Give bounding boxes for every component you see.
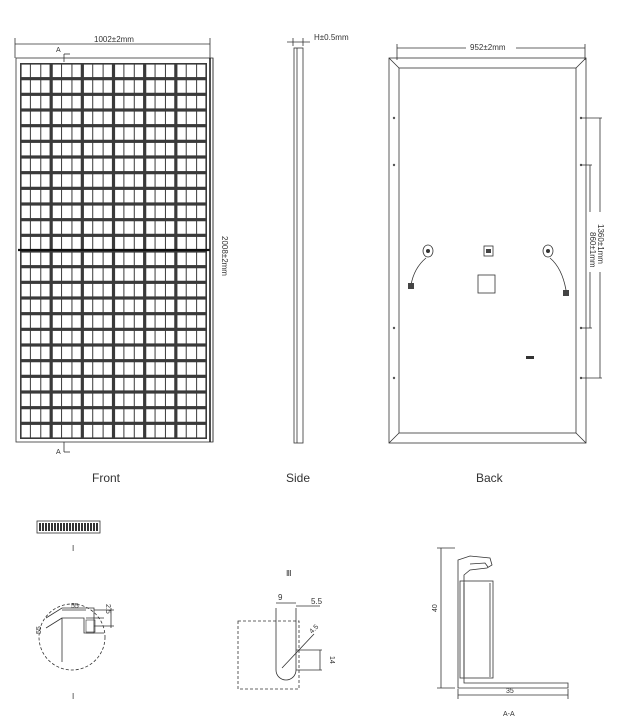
solar-cell bbox=[146, 112, 174, 124]
strip-cell bbox=[69, 523, 71, 531]
solar-cell bbox=[146, 159, 174, 171]
strip-cell bbox=[57, 523, 59, 531]
solar-cell bbox=[22, 362, 50, 374]
solar-cell bbox=[146, 409, 174, 421]
strip-cell bbox=[66, 523, 68, 531]
solar-cell bbox=[84, 237, 112, 249]
solar-cell bbox=[84, 315, 112, 327]
solar-cell bbox=[115, 409, 143, 421]
solar-cell bbox=[53, 378, 81, 390]
solar-cell bbox=[84, 174, 112, 186]
detail-i-corner bbox=[36, 603, 114, 701]
solar-cell bbox=[177, 268, 205, 280]
strip-cell bbox=[60, 523, 62, 531]
solar-cell bbox=[115, 362, 143, 374]
solar-cell bbox=[84, 112, 112, 124]
front-view bbox=[15, 35, 229, 485]
solar-cell bbox=[115, 206, 143, 218]
back-hole-spacing-outer: 1360±1mm bbox=[596, 224, 605, 264]
solar-cell bbox=[146, 221, 174, 233]
detail-iii bbox=[238, 569, 335, 689]
solar-cell bbox=[84, 300, 112, 312]
front-width-dim: 1002±2mm bbox=[94, 35, 134, 44]
solar-cell bbox=[22, 159, 50, 171]
solar-cell bbox=[146, 300, 174, 312]
solar-cell bbox=[22, 409, 50, 421]
solar-cell bbox=[115, 394, 143, 406]
solar-cell bbox=[53, 206, 81, 218]
solar-cell bbox=[22, 378, 50, 390]
side-view bbox=[286, 33, 349, 485]
strip-cell bbox=[39, 523, 41, 531]
solar-cell bbox=[177, 347, 205, 359]
solar-cell bbox=[115, 315, 143, 327]
solar-cell bbox=[146, 65, 174, 77]
solar-cell bbox=[177, 315, 205, 327]
solar-cell bbox=[84, 143, 112, 155]
strip-cell bbox=[75, 523, 77, 531]
solar-cell bbox=[146, 331, 174, 343]
detail-iii-dim-3: 4.5 bbox=[308, 623, 321, 636]
solar-cell bbox=[146, 127, 174, 139]
strip-cell bbox=[81, 523, 83, 531]
strip-cell bbox=[78, 523, 80, 531]
solar-cell bbox=[22, 174, 50, 186]
solar-cell bbox=[22, 331, 50, 343]
solar-cell bbox=[22, 237, 50, 249]
solar-cell bbox=[84, 253, 112, 265]
strip-cell bbox=[93, 523, 95, 531]
junction-box-center bbox=[484, 246, 493, 256]
strip-cell bbox=[84, 523, 86, 531]
solar-cell bbox=[177, 394, 205, 406]
strip-cell bbox=[48, 523, 50, 531]
detail-i-label: I bbox=[72, 544, 75, 553]
solar-cell bbox=[22, 315, 50, 327]
solar-cell bbox=[146, 206, 174, 218]
solar-cell bbox=[53, 80, 81, 92]
back-nameplate bbox=[526, 356, 534, 359]
solar-cell bbox=[53, 347, 81, 359]
solar-cell bbox=[53, 127, 81, 139]
solar-cell bbox=[53, 96, 81, 108]
detail-iii-label: Ⅲ bbox=[286, 569, 292, 578]
solar-cell bbox=[146, 378, 174, 390]
solar-cell bbox=[115, 347, 143, 359]
section-a-a-height-dim: 40 bbox=[432, 604, 439, 612]
solar-cell bbox=[22, 127, 50, 139]
front-label: Front bbox=[92, 471, 121, 485]
solar-cell bbox=[146, 190, 174, 202]
solar-cell bbox=[146, 253, 174, 265]
solar-cell bbox=[84, 394, 112, 406]
solar-cell bbox=[53, 190, 81, 202]
solar-cell bbox=[84, 268, 112, 280]
junction-box-right bbox=[543, 245, 569, 296]
solar-cell bbox=[115, 174, 143, 186]
solar-cell bbox=[115, 284, 143, 296]
detail-iii-dim-1: 9 bbox=[278, 593, 283, 602]
solar-cell bbox=[115, 190, 143, 202]
solar-cell bbox=[115, 143, 143, 155]
solar-cell bbox=[177, 143, 205, 155]
solar-cell bbox=[53, 394, 81, 406]
solar-cell bbox=[22, 253, 50, 265]
section-marker-bottom: A bbox=[56, 449, 61, 456]
section-a-a-width-dim: 35 bbox=[506, 688, 514, 695]
solar-cell bbox=[177, 237, 205, 249]
back-label bbox=[478, 275, 495, 293]
solar-cell bbox=[84, 221, 112, 233]
strip-cell bbox=[87, 523, 89, 531]
solar-cell bbox=[22, 425, 50, 437]
solar-cell bbox=[53, 159, 81, 171]
section-a-a-profile bbox=[460, 581, 493, 678]
solar-cell bbox=[146, 284, 174, 296]
solar-cell bbox=[53, 112, 81, 124]
solar-cell bbox=[53, 284, 81, 296]
solar-cell bbox=[146, 96, 174, 108]
solar-cell bbox=[146, 425, 174, 437]
solar-cell bbox=[84, 362, 112, 374]
solar-cell bbox=[22, 190, 50, 202]
strip-cell bbox=[54, 523, 56, 531]
solar-cell bbox=[177, 174, 205, 186]
strip-cell bbox=[63, 523, 65, 531]
solar-cell bbox=[22, 65, 50, 77]
solar-cell bbox=[115, 378, 143, 390]
strip-cell bbox=[45, 523, 47, 531]
solar-cell bbox=[177, 378, 205, 390]
solar-cell bbox=[22, 347, 50, 359]
solar-cell bbox=[22, 80, 50, 92]
strip-cell bbox=[72, 523, 74, 531]
solar-cell bbox=[53, 315, 81, 327]
solar-cell bbox=[22, 221, 50, 233]
detail-i-dim-2: 2.5 bbox=[104, 604, 111, 614]
solar-cell bbox=[115, 268, 143, 280]
detail-iii-dim-2: 5.5 bbox=[311, 597, 323, 606]
solar-cell bbox=[177, 80, 205, 92]
solar-cell bbox=[53, 425, 81, 437]
solar-cell bbox=[177, 112, 205, 124]
solar-cell bbox=[53, 174, 81, 186]
solar-cell bbox=[22, 206, 50, 218]
solar-cell bbox=[146, 237, 174, 249]
solar-cell bbox=[146, 394, 174, 406]
solar-cell bbox=[84, 206, 112, 218]
strip-cell bbox=[90, 523, 92, 531]
solar-cell bbox=[53, 143, 81, 155]
solar-cell bbox=[146, 143, 174, 155]
solar-cell bbox=[53, 253, 81, 265]
junction-box-left bbox=[408, 245, 433, 289]
solar-cell bbox=[146, 362, 174, 374]
detail-strip-cells bbox=[39, 523, 98, 531]
section-a-a-label: A-A bbox=[503, 711, 515, 718]
solar-cell bbox=[84, 331, 112, 343]
solar-cell bbox=[84, 159, 112, 171]
side-thickness-dim: H±0.5mm bbox=[314, 33, 349, 42]
solar-cell bbox=[115, 300, 143, 312]
detail-iii-dim-4: 14 bbox=[328, 656, 335, 664]
solar-cell bbox=[53, 65, 81, 77]
solar-cell bbox=[115, 331, 143, 343]
solar-cell bbox=[146, 80, 174, 92]
solar-cell bbox=[177, 409, 205, 421]
back-label-text: Back bbox=[476, 471, 503, 485]
solar-cell bbox=[146, 315, 174, 327]
solar-cell bbox=[22, 96, 50, 108]
solar-cell bbox=[84, 347, 112, 359]
strip-cell bbox=[96, 523, 98, 531]
solar-cell bbox=[177, 190, 205, 202]
side-frame bbox=[294, 48, 303, 443]
detail-i-strip bbox=[37, 521, 100, 553]
back-width-dim: 952±2mm bbox=[470, 43, 506, 52]
solar-cell bbox=[177, 206, 205, 218]
front-height-dim: 2008±2mm bbox=[220, 236, 229, 276]
solar-cell bbox=[177, 127, 205, 139]
side-label: Side bbox=[286, 471, 311, 485]
solar-cell bbox=[115, 425, 143, 437]
solar-cell bbox=[53, 409, 81, 421]
solar-cell bbox=[177, 300, 205, 312]
solar-cell bbox=[84, 378, 112, 390]
solar-cell bbox=[84, 409, 112, 421]
solar-cell bbox=[115, 65, 143, 77]
solar-cell bbox=[115, 253, 143, 265]
solar-cell bbox=[177, 159, 205, 171]
solar-cell bbox=[115, 159, 143, 171]
back-hole-spacing-inner: 860±1mm bbox=[588, 232, 597, 268]
solar-cell bbox=[146, 174, 174, 186]
solar-cell bbox=[84, 425, 112, 437]
strip-cell bbox=[42, 523, 44, 531]
solar-cell bbox=[84, 284, 112, 296]
solar-cell bbox=[53, 362, 81, 374]
solar-cell bbox=[146, 347, 174, 359]
solar-cell bbox=[53, 221, 81, 233]
solar-cell bbox=[177, 221, 205, 233]
detail-i-dim-3: 55 bbox=[36, 626, 43, 634]
solar-cell bbox=[53, 300, 81, 312]
solar-cell bbox=[177, 65, 205, 77]
solar-cell bbox=[177, 331, 205, 343]
solar-cell bbox=[115, 80, 143, 92]
solar-cell bbox=[84, 96, 112, 108]
strip-cell bbox=[51, 523, 53, 531]
solar-cell bbox=[115, 96, 143, 108]
solar-cell bbox=[53, 268, 81, 280]
detail-i-dim-1: 55 bbox=[71, 603, 79, 610]
section-marker-top: A bbox=[56, 47, 61, 54]
solar-cell bbox=[146, 268, 174, 280]
solar-cell bbox=[115, 237, 143, 249]
solar-cell bbox=[22, 143, 50, 155]
solar-cell bbox=[115, 112, 143, 124]
solar-cell bbox=[177, 425, 205, 437]
solar-cell bbox=[22, 112, 50, 124]
solar-cell bbox=[84, 190, 112, 202]
solar-cell bbox=[22, 394, 50, 406]
solar-cell bbox=[84, 65, 112, 77]
back-view bbox=[389, 42, 605, 485]
solar-cell bbox=[177, 284, 205, 296]
solar-cell bbox=[177, 362, 205, 374]
solar-cell bbox=[22, 300, 50, 312]
section-a-a bbox=[432, 548, 568, 718]
solar-cell bbox=[84, 80, 112, 92]
solar-cell bbox=[115, 221, 143, 233]
solar-cell bbox=[177, 253, 205, 265]
solar-cell bbox=[22, 268, 50, 280]
solar-cell bbox=[22, 284, 50, 296]
solar-cell bbox=[84, 127, 112, 139]
solar-cell bbox=[177, 96, 205, 108]
solar-cell bbox=[115, 127, 143, 139]
solar-cell bbox=[53, 237, 81, 249]
solar-cell bbox=[53, 331, 81, 343]
detail-i-label-2: I bbox=[72, 692, 75, 701]
